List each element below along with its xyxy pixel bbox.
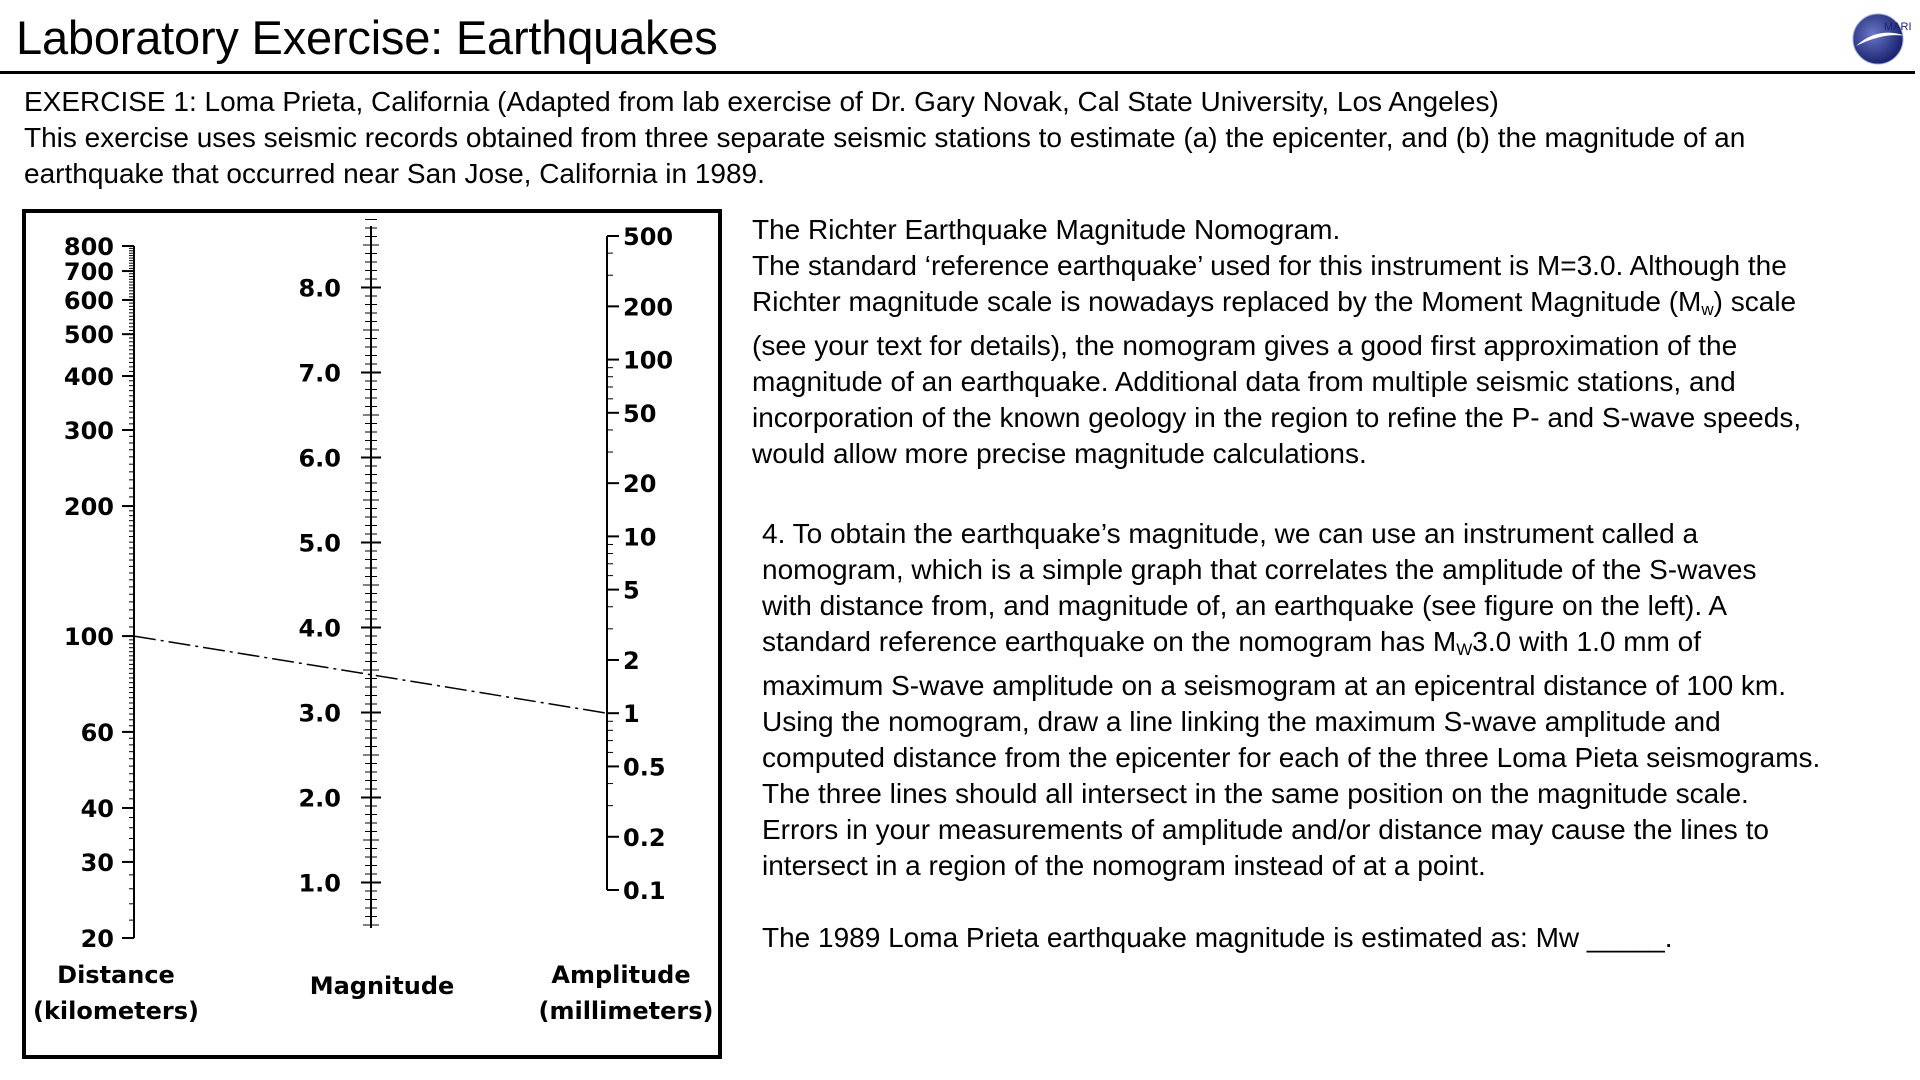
distance-tick-label: 40 (80, 794, 114, 823)
amplitude-tick-label: 20 (623, 470, 657, 499)
question-line-5: maximum S-wave amplitude on a seismogram at an epicentral distance of 100 km. (762, 670, 1787, 701)
question-line-2: nomogram, which is a simple graph that correlates the amplitude of the S-waves (762, 554, 1757, 585)
magnitude-tick-label: 6.0 (298, 444, 341, 473)
distance-axis-unit-label: (kilometers) (33, 997, 199, 1025)
distance-tick-label: 700 (63, 258, 114, 287)
intro-line-2: This exercise uses seismic records obtained from three separate seismic stations to estimate (a) the epicenter, and (b) the magnitude of an (24, 122, 1746, 153)
amplitude-tick-label: 10 (623, 523, 657, 552)
distance-tick-label: 800 (63, 233, 114, 261)
distance-tick-label: 400 (63, 363, 114, 392)
nomogram-text-line-4: magnitude of an earthquake. Additional data from multiple seismic stations, and (752, 366, 1736, 397)
magnitude-axis-label: Magnitude (309, 972, 455, 1000)
amplitude-tick-label: 500 (623, 223, 674, 251)
nomogram-description (752, 212, 1912, 472)
nomogram-heading: The Richter Earthquake Magnitude Nomogram. (752, 214, 1341, 245)
question-line-3: with distance from, and magnitude of, an earthquake (see figure on the left). A (762, 590, 1728, 621)
magnitude-tick-label: 1.0 (298, 869, 341, 898)
distance-tick-label: 300 (63, 416, 114, 445)
amplitude-tick-label: 2 (623, 646, 640, 675)
page-title: Laboratory Exercise: Earthquakes (16, 11, 718, 64)
magnitude-tick-label: 8.0 (298, 274, 341, 303)
question-4 (762, 516, 1912, 956)
text-fragment: Richter magnitude scale is nowadays replaced by the Moment Magnitude (M (752, 286, 1702, 317)
nomogram-text-line-3: (see your text for details), the nomogram gives a good first approximation of the (752, 330, 1738, 361)
text-fragment: 3.0 with 1.0 mm of (1472, 626, 1702, 657)
nomogram-text-line-6: would allow more precise magnitude calculations. (752, 438, 1367, 469)
amplitude-tick-label: 200 (623, 293, 674, 322)
magnitude-tick-label: 2.0 (298, 784, 341, 813)
question-line-9: Errors in your measurements of amplitude and/or distance may cause the lines to (762, 814, 1769, 845)
subscript-w: w (1701, 300, 1714, 319)
question-line-10: intersect in a region of the nomogram instead of at a point. (762, 850, 1486, 881)
magnitude-tick-label: 7.0 (298, 359, 341, 388)
amplitude-tick-label: 100 (623, 346, 674, 375)
magnitude-answer-prompt[interactable]: The 1989 Loma Prieta earthquake magnitude is estimated as: Mw _____. (762, 922, 1673, 953)
magnitude-tick-label: 5.0 (298, 529, 341, 558)
distance-tick-label: 500 (63, 321, 114, 350)
amplitude-tick-label: 0.2 (623, 823, 666, 852)
distance-tick-label: 20 (80, 925, 114, 953)
exercise-heading: EXERCISE 1: Loma Prieta, California (Adapted from lab exercise of Dr. Gary Novak, Cal State University, Los Angeles) (24, 86, 1499, 117)
question-line-1: 4. To obtain the earthquake’s magnitude, we can use an instrument called a (762, 518, 1699, 549)
text-fragment: standard reference earthquake on the nomogram has M (762, 626, 1457, 657)
distance-tick-label: 200 (63, 493, 114, 522)
amplitude-tick-label: 5 (623, 576, 640, 605)
distance-tick-label: 600 (63, 286, 114, 315)
distance-axis-label: Distance (57, 961, 175, 989)
question-line-4 (762, 624, 1912, 668)
amplitude-tick-label: 1 (623, 700, 640, 729)
amplitude-axis-label: Amplitude (551, 961, 691, 989)
nomogram-text-line-1: The standard ‘reference earthquake’ used for this instrument is M=3.0. Although the (752, 250, 1787, 281)
nomogram-text-line-5: incorporation of the known geology in the region to refine the P- and S-wave speeds, (752, 402, 1802, 433)
nomogram-svg (26, 213, 718, 1055)
amplitude-axis-unit-label: (millimeters) (538, 997, 714, 1025)
amplitude-tick-label: 0.1 (623, 877, 666, 905)
magnitude-tick-label: 4.0 (298, 614, 341, 643)
question-line-7: computed distance from the epicenter for each of the three Loma Pieta seismograms. (762, 742, 1821, 773)
mari-logo-icon (1848, 6, 1914, 68)
distance-tick-label: 30 (80, 848, 114, 877)
text-fragment: ) scale (1713, 286, 1797, 317)
distance-tick-label: 100 (63, 623, 114, 652)
amplitude-tick-label: 50 (623, 399, 657, 428)
question-line-8: The three lines should all intersect in the same position on the magnitude scale. (762, 778, 1749, 809)
magnitude-tick-label: 3.0 (298, 699, 341, 728)
question-line-6: Using the nomogram, draw a line linking the maximum S-wave amplitude and (762, 706, 1721, 737)
subscript-w: W (1456, 640, 1473, 659)
nomogram-text-line-2 (752, 284, 1912, 328)
distance-tick-label: 60 (80, 718, 114, 747)
intro-line-3: earthquake that occurred near San Jose, California in 1989. (24, 158, 765, 189)
logo-text: MARI (1884, 21, 1912, 33)
nomogram-figure (22, 209, 722, 1059)
title-divider (0, 71, 1915, 74)
amplitude-tick-label: 0.5 (623, 753, 666, 782)
exercise-intro (24, 84, 1904, 192)
